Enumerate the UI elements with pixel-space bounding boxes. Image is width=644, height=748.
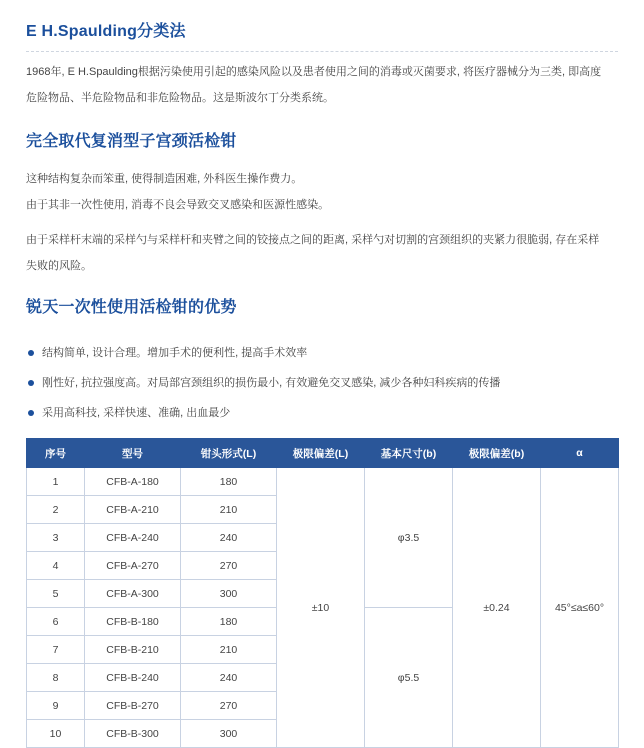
cell-head: 270	[181, 692, 277, 720]
section-heading: 锐天一次性使用活检钳的优势	[26, 299, 237, 316]
column-header-no: 序号	[27, 439, 85, 468]
cell-head: 300	[181, 580, 277, 608]
cell-model: CFB-A-300	[85, 580, 181, 608]
cell-no: 4	[27, 552, 85, 580]
list-item-label: 结构简单, 设计合理。增加手术的便利性, 提高手术效率	[42, 347, 308, 359]
cell-head: 270	[181, 552, 277, 580]
cell-model: CFB-A-240	[85, 524, 181, 552]
bullet-dot-icon	[28, 410, 34, 416]
column-header-limit-b: 极限偏差(b)	[453, 439, 541, 468]
column-header-model: 型号	[85, 439, 181, 468]
section-heading: 完全取代复消型子宫颈活检钳	[26, 133, 237, 150]
bullet-dot-icon	[28, 380, 34, 386]
paragraph-line: 危险物品、半危险物品和非危险物品。这是斯波尔丁分类系统。	[26, 92, 334, 104]
cell-head: 210	[181, 636, 277, 664]
paragraph-line: 失败的风险。	[26, 260, 92, 272]
cell-model: CFB-A-210	[85, 496, 181, 524]
spacer	[26, 161, 618, 170]
cell-model: CFB-A-180	[85, 468, 181, 496]
column-header-basic-b: 基本尺寸(b)	[365, 439, 453, 468]
paragraph-line: 由于采样杆末端的采样勺与采样杆和夹臂之间的铰接点之间的距离, 采样勺对切割的宫颈组织的夹紧力很脆弱, 存在采样	[26, 234, 600, 246]
spec-table	[26, 438, 619, 748]
bullet-dot-icon	[28, 350, 34, 356]
list-item	[26, 374, 618, 392]
list-item	[26, 344, 618, 362]
paragraph-line: 这种结构复杂而笨重, 使得制造困难, 外科医生操作费力。	[26, 173, 303, 185]
cell-model: CFB-B-240	[85, 664, 181, 692]
paragraph-line: 由于其非一次性使用, 消毒不良会导致交叉感染和医源性感染。	[26, 199, 330, 211]
spec-table-wrap	[26, 438, 618, 748]
cell-no: 5	[27, 580, 85, 608]
list-item-label: 采用高科技, 采样快速、准确, 出血最少	[42, 407, 231, 419]
spacer	[26, 330, 618, 344]
section-replacement	[26, 128, 618, 276]
cell-model: CFB-B-300	[85, 720, 181, 748]
cell-no: 2	[27, 496, 85, 524]
cell-head: 180	[181, 468, 277, 496]
cell-alpha: 45°≤a≤60°	[541, 468, 619, 748]
cell-model: CFB-B-180	[85, 608, 181, 636]
list-item	[26, 404, 618, 422]
column-header-head-form: 钳头形式(L)	[181, 439, 277, 468]
cell-head: 210	[181, 496, 277, 524]
table-row	[27, 468, 619, 496]
cell-basic-b-bottom: φ5.5	[365, 608, 453, 748]
spacer	[26, 222, 618, 231]
cell-no: 9	[27, 692, 85, 720]
cell-no: 8	[27, 664, 85, 692]
page-title: E H.Spaulding分类法	[26, 23, 186, 40]
section-spaulding	[26, 18, 618, 108]
section-advantages	[26, 294, 618, 317]
cell-head: 240	[181, 664, 277, 692]
cell-model: CFB-B-210	[85, 636, 181, 664]
list-item-label: 刚性好, 抗拉强度高。对局部宫颈组织的损伤最小, 有效避免交叉感染, 减少各种妇科疾病的传播	[42, 377, 501, 389]
section-divider	[26, 51, 618, 52]
cell-no: 7	[27, 636, 85, 664]
cell-no: 3	[27, 524, 85, 552]
cell-head: 180	[181, 608, 277, 636]
cell-basic-b-top: φ3.5	[365, 468, 453, 608]
cell-model: CFB-A-270	[85, 552, 181, 580]
cell-no: 1	[27, 468, 85, 496]
cell-model: CFB-B-270	[85, 692, 181, 720]
cell-head: 240	[181, 524, 277, 552]
column-header-limit-l: 极限偏差(L)	[277, 439, 365, 468]
paragraph-line: 1968年, E H.Spaulding根据污染使用引起的感染风险以及患者使用之间的消毒或灭菌要求, 将医疗器械分为三类, 即高度	[26, 66, 602, 78]
column-header-alpha: α	[541, 439, 619, 468]
cell-no: 10	[27, 720, 85, 748]
table-header-row	[27, 439, 619, 468]
advantages-list	[26, 344, 618, 422]
cell-limit-l: ±10	[277, 468, 365, 748]
cell-limit-b: ±0.24	[453, 468, 541, 748]
cell-no: 6	[27, 608, 85, 636]
cell-head: 300	[181, 720, 277, 748]
